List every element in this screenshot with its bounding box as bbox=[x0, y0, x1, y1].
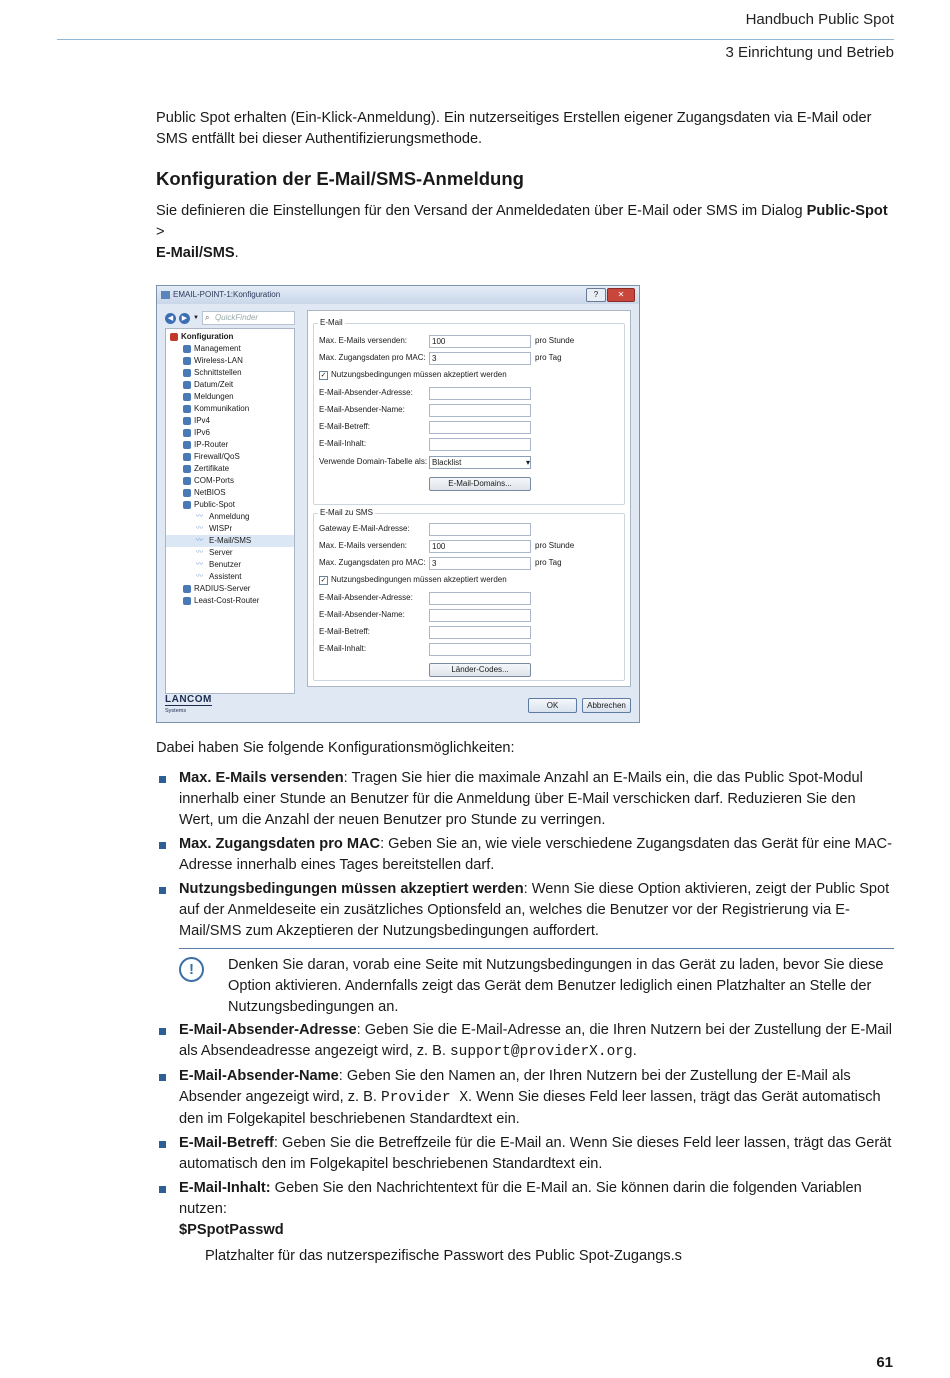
quickfinder-placeholder: QuickFinder bbox=[214, 313, 259, 322]
tree-item-label: Assistent bbox=[209, 572, 242, 581]
config-dialog bbox=[156, 285, 640, 723]
tree-item-label: Least-Cost-Router bbox=[194, 596, 260, 605]
tree-node-icon: 〰 bbox=[196, 561, 203, 568]
tree-item[interactable] bbox=[166, 595, 294, 607]
code-sender-address: support@providerX.org bbox=[449, 1044, 633, 1060]
list-item bbox=[156, 768, 894, 831]
close-icon[interactable]: ✕ bbox=[607, 288, 635, 302]
tree-node-icon bbox=[183, 405, 191, 413]
country-codes-button[interactable]: Länder-Codes... bbox=[429, 663, 531, 677]
tree-item[interactable] bbox=[166, 535, 294, 547]
sms-sender-address-row bbox=[319, 591, 531, 605]
ok-button[interactable]: OK bbox=[528, 698, 577, 713]
section-intro-end: . bbox=[234, 245, 239, 261]
back-arrow-icon[interactable]: ◀ bbox=[165, 313, 176, 324]
tree-item-label: Management bbox=[194, 344, 241, 353]
option-term: Max. Zugangsdaten pro MAC bbox=[179, 836, 381, 852]
tree-node-icon bbox=[183, 345, 191, 353]
options-list bbox=[156, 768, 894, 942]
header-doc-title: Handbuch Public Spot bbox=[745, 11, 894, 28]
domain-table-value: Blacklist bbox=[432, 457, 462, 467]
tree-item-label: Firewall/QoS bbox=[194, 452, 240, 461]
sms-max-mails-unit: pro Stunde bbox=[535, 541, 575, 550]
tree-item[interactable] bbox=[166, 547, 294, 559]
tree-node-icon bbox=[183, 417, 191, 425]
desc-sender-name: : Geben Sie den Namen an, der Ihren Nutzern bei der Zustellung der E-Mail als Absender angezeigt wird, z. B. bbox=[179, 1068, 851, 1105]
option-term: Max. E-Mails versenden bbox=[179, 770, 344, 786]
option-description: : Wenn Sie diese Option aktivieren, zeigt der Public Spot auf der Anmeldeseite ein zusätzliches Optionsfeld an, welches die Benutzer vor der Registrierung via E-Mail/SMS zum Akzeptieren der Nutzungsbedingungen auffordert. bbox=[179, 881, 890, 939]
tree-item[interactable] bbox=[166, 463, 294, 475]
sms-max-mails-row bbox=[319, 539, 574, 553]
tree-item[interactable] bbox=[166, 343, 294, 355]
sms-max-mails-label: Max. E-Mails versenden: bbox=[319, 541, 408, 550]
sms-terms-row bbox=[319, 573, 507, 587]
tree-node-icon bbox=[170, 333, 178, 341]
desc-sender-name-end: . Wenn Sie dieses Feld leer lassen, trägt das Gerät automatisch den im Folgekapitel beschriebenen Standardtext ein. bbox=[179, 1089, 881, 1127]
email-subject-input[interactable] bbox=[429, 421, 531, 434]
menu-path-separator: > bbox=[156, 224, 165, 240]
sms-max-mails-input[interactable]: 100 bbox=[429, 540, 531, 553]
email-subject-row bbox=[319, 420, 531, 434]
tree-item[interactable] bbox=[166, 331, 294, 343]
email-terms-row bbox=[319, 368, 507, 382]
tree-node-icon bbox=[183, 381, 191, 389]
note-box bbox=[179, 948, 894, 1020]
tree-node-icon bbox=[183, 597, 191, 605]
list-item-sender-name bbox=[156, 1066, 894, 1130]
option-description: : Tragen Sie hier die maximale Anzahl an E-Mails ein, die das Public Spot-Modul innerhalb einer Stunde an Benutzer für die Anmeldung über E-Mail verschicken darf. Reduzieren Sie den Wert, um die Anzahl der neuen Benutzer pro Stunde zu verringen. bbox=[179, 770, 863, 828]
sms-max-access-label: Max. Zugangsdaten pro MAC: bbox=[319, 558, 426, 567]
sms-sender-address-input[interactable] bbox=[429, 592, 531, 605]
sms-max-access-input[interactable]: 3 bbox=[429, 557, 531, 570]
desc-sender-address-end: . bbox=[632, 1043, 637, 1059]
section-intro bbox=[156, 201, 894, 264]
tree-item-label: Benutzer bbox=[209, 560, 242, 569]
term-body: E-Mail-Inhalt: bbox=[179, 1180, 271, 1196]
email-max-mails-row bbox=[319, 334, 574, 348]
email-group bbox=[313, 318, 625, 505]
tree-item[interactable] bbox=[166, 403, 294, 415]
email-options-list bbox=[156, 1020, 894, 1267]
page-number: 61 bbox=[876, 1354, 893, 1371]
desc-subject: : Geben Sie die Betreffzeile für die E-Mail an. Wenn Sie dieses Feld leer lassen, trägt das Gerät automatisch den im Folgekapitel beschriebenen Standardtext ein. bbox=[179, 1135, 892, 1172]
sms-gateway-label: Gateway E-Mail-Adresse: bbox=[319, 524, 410, 533]
tree-item-label: Datum/Zeit bbox=[194, 380, 234, 389]
email-sender-address-row bbox=[319, 386, 531, 400]
tree-item-label: IPv6 bbox=[194, 428, 211, 437]
sms-subject-input[interactable] bbox=[429, 626, 531, 639]
sms-body-row bbox=[319, 642, 531, 656]
email-subject-label: E-Mail-Betreff: bbox=[319, 422, 370, 431]
desc-sender-address: : Geben Sie die E-Mail-Adresse an, die Ihren Nutzern bei der Zustellung der E-Mail als Absendeadresse angezeigt wird, z. B. bbox=[179, 1022, 892, 1059]
code-sender-name: Provider X bbox=[381, 1090, 469, 1106]
tree-item[interactable] bbox=[166, 523, 294, 535]
tree-node-icon bbox=[183, 441, 191, 449]
domain-table-select[interactable] bbox=[429, 456, 531, 469]
tree-node-icon: 〰 bbox=[196, 525, 203, 532]
nav-bar bbox=[165, 310, 295, 326]
tree-item-label: RADIUS-Server bbox=[194, 584, 251, 593]
tree-node-icon bbox=[183, 465, 191, 473]
options-intro: Dabei haben Sie folgende Konfigurationsmöglichkeiten: bbox=[156, 740, 515, 756]
tree-node-icon: 〰 bbox=[196, 537, 203, 544]
brand-sub: Systems bbox=[165, 705, 212, 716]
email-max-mails-unit: pro Stunde bbox=[535, 336, 575, 345]
tree-item-label: WISPr bbox=[209, 524, 233, 533]
list-item-sender-address bbox=[156, 1020, 894, 1063]
tree-item-label: IP-Router bbox=[194, 440, 229, 449]
tree-item[interactable] bbox=[166, 451, 294, 463]
email-max-access-input[interactable]: 3 bbox=[429, 352, 531, 365]
tree-item[interactable] bbox=[166, 439, 294, 451]
app-icon bbox=[161, 291, 170, 299]
sms-terms-checkbox[interactable]: ✓ bbox=[320, 576, 327, 584]
tree-item-label: IPv4 bbox=[194, 416, 211, 425]
term-sender-address: E-Mail-Absender-Adresse bbox=[179, 1022, 357, 1038]
tree-item[interactable] bbox=[166, 355, 294, 367]
email-group-title: E-Mail bbox=[320, 318, 343, 327]
tree-node-icon bbox=[183, 393, 191, 401]
tree-item[interactable] bbox=[166, 475, 294, 487]
email-sender-name-input[interactable] bbox=[429, 404, 531, 417]
tree-node-icon bbox=[183, 429, 191, 437]
tree-item-label: Meldungen bbox=[194, 392, 234, 401]
tree-node-icon bbox=[183, 585, 191, 593]
note-text: Denken Sie daran, vorab eine Seite mit Nutzungsbedingungen in das Gerät zu laden, bevor Sie diese Option aktivieren. Andernfalls zeigt das Gerät dem Benutzer lediglich einen Platzhalter an Stelle der Nutzungsbedingungen an. bbox=[228, 957, 884, 1015]
dialog-titlebar bbox=[157, 286, 639, 304]
menu-path-public-spot: Public-Spot bbox=[806, 203, 888, 219]
chevron-down-icon: ▾ bbox=[525, 457, 530, 467]
sms-sender-name-row bbox=[319, 608, 531, 622]
tree-node-icon: 〰 bbox=[196, 573, 203, 580]
sms-sender-name-label: E-Mail-Absender-Name: bbox=[319, 610, 405, 619]
lancom-logo bbox=[165, 695, 212, 716]
tree-node-icon bbox=[183, 489, 191, 497]
tree-item-label: Wireless-LAN bbox=[194, 356, 243, 365]
section-title: Konfiguration der E-Mail/SMS-Anmeldung bbox=[156, 168, 524, 189]
forward-arrow-icon[interactable]: ▶ bbox=[179, 313, 190, 324]
tree-item-label: COM-Ports bbox=[194, 476, 234, 485]
list-item-body bbox=[156, 1178, 894, 1267]
email-max-access-unit: pro Tag bbox=[535, 353, 562, 362]
tree-item[interactable] bbox=[166, 511, 294, 523]
help-icon[interactable]: ? bbox=[586, 288, 606, 302]
email-terms-label: Nutzungsbedingungen müssen akzeptiert werden bbox=[331, 370, 507, 379]
tree-item[interactable] bbox=[166, 559, 294, 571]
email-domain-table-row bbox=[319, 455, 531, 469]
page-content bbox=[156, 108, 894, 1270]
variable-description: Platzhalter für das nutzerspezifische Passwort des Public Spot-Zugangs.s bbox=[205, 1248, 682, 1264]
tree-item-label: Konfiguration bbox=[181, 332, 234, 341]
sms-subject-label: E-Mail-Betreff: bbox=[319, 627, 370, 636]
email-max-mails-input[interactable]: 100 bbox=[429, 335, 531, 348]
tree-node-icon bbox=[183, 477, 191, 485]
list-item bbox=[156, 834, 894, 876]
tree-node-icon: 〰 bbox=[196, 513, 203, 520]
info-icon: ! bbox=[179, 957, 204, 982]
window-buttons bbox=[586, 288, 635, 302]
tree-item-label: Server bbox=[209, 548, 233, 557]
sms-gateway-row bbox=[319, 522, 531, 536]
tree-item-label: Anmeldung bbox=[209, 512, 250, 521]
cancel-button[interactable]: Abbrechen bbox=[582, 698, 631, 713]
tree-item[interactable] bbox=[166, 391, 294, 403]
tree-node-icon bbox=[183, 369, 191, 377]
header-chapter: 3 Einrichtung und Betrieb bbox=[725, 44, 894, 61]
tree-item[interactable] bbox=[166, 487, 294, 499]
search-icon: ⌕ bbox=[204, 313, 210, 322]
email-max-access-label: Max. Zugangsdaten pro MAC: bbox=[319, 353, 426, 362]
email-domain-table-label: Verwende Domain-Tabelle als: bbox=[319, 457, 428, 466]
tree-item[interactable] bbox=[166, 367, 294, 379]
tree-node-icon: 〰 bbox=[196, 549, 203, 556]
tree-item-label: Schnittstellen bbox=[194, 368, 242, 377]
tree-item[interactable] bbox=[166, 583, 294, 595]
sms-sender-address-label: E-Mail-Absender-Adresse: bbox=[319, 593, 413, 602]
email-body-row bbox=[319, 437, 531, 451]
tree-item-label: Kommunikation bbox=[194, 404, 250, 413]
email-sender-name-row bbox=[319, 403, 531, 417]
intro-paragraph: Public Spot erhalten (Ein-Klick-Anmeldung). Ein nutzerseitiges Erstellen eigener Zugangsdaten via E-Mail oder SMS entfällt bei dieser Authentifizierungsmethode. bbox=[156, 110, 872, 147]
header-divider bbox=[57, 39, 894, 40]
dialog-title: EMAIL-POINT-1:Konfiguration bbox=[173, 290, 281, 299]
tree-item[interactable] bbox=[166, 499, 294, 511]
email-sender-name-label: E-Mail-Absender-Name: bbox=[319, 405, 405, 414]
config-tree bbox=[165, 328, 295, 694]
desc-body: Geben Sie den Nachrichtentext für die E-Mail an. Sie können darin die folgenden Variablen nutzen: bbox=[179, 1180, 862, 1217]
term-sender-name: E-Mail-Absender-Name bbox=[179, 1068, 339, 1084]
tree-node-icon bbox=[183, 453, 191, 461]
tree-item[interactable] bbox=[166, 415, 294, 427]
brand-name: LANCOM bbox=[165, 694, 212, 705]
tree-node-icon bbox=[183, 501, 191, 509]
settings-panel bbox=[307, 310, 631, 687]
tree-node-icon bbox=[183, 357, 191, 365]
sms-body-input[interactable] bbox=[429, 643, 531, 656]
tree-item-label: Public-Spot bbox=[194, 500, 235, 509]
sms-terms-label: Nutzungsbedingungen müssen akzeptiert werden bbox=[331, 575, 507, 584]
email-sender-address-input[interactable] bbox=[429, 387, 531, 400]
email-max-mails-label: Max. E-Mails versenden: bbox=[319, 336, 408, 345]
list-item-subject bbox=[156, 1133, 894, 1175]
option-description: : Geben Sie an, wie viele verschiedene Zugangsdaten das Gerät für eine MAC-Adresse innerhalb eines Tages bereitstellen darf. bbox=[179, 836, 892, 873]
email-domains-button[interactable]: E-Mail-Domains... bbox=[429, 477, 531, 491]
quickfinder-input[interactable] bbox=[202, 311, 295, 325]
tree-item[interactable] bbox=[166, 379, 294, 391]
email-terms-checkbox[interactable]: ✓ bbox=[320, 371, 327, 379]
sms-group-title: E-Mail zu SMS bbox=[320, 508, 373, 517]
list-item bbox=[156, 879, 894, 942]
tree-item-label: Zertifikate bbox=[194, 464, 230, 473]
tree-item[interactable] bbox=[166, 427, 294, 439]
sms-max-access-unit: pro Tag bbox=[535, 558, 562, 567]
sms-subject-row bbox=[319, 625, 531, 639]
email-body-input[interactable] bbox=[429, 438, 531, 451]
email-sender-address-label: E-Mail-Absender-Adresse: bbox=[319, 388, 413, 397]
variable-name: $PSpotPasswd bbox=[179, 1222, 284, 1238]
option-term: Nutzungsbedingungen müssen akzeptiert werden bbox=[179, 881, 524, 897]
sms-body-label: E-Mail-Inhalt: bbox=[319, 644, 367, 653]
sms-gateway-input[interactable] bbox=[429, 523, 531, 536]
dropdown-icon[interactable]: ▼ bbox=[193, 315, 199, 321]
menu-path-email-sms: E-Mail/SMS bbox=[156, 245, 235, 261]
tree-item-label: NetBIOS bbox=[194, 488, 226, 497]
sms-group bbox=[313, 508, 625, 681]
term-subject: E-Mail-Betreff bbox=[179, 1135, 274, 1151]
email-max-access-row bbox=[319, 351, 562, 365]
section-intro-text: Sie definieren die Einstellungen für den Versand der Anmeldedaten über E-Mail oder SMS im Dialog bbox=[156, 203, 807, 219]
tree-item[interactable] bbox=[166, 571, 294, 583]
sms-sender-name-input[interactable] bbox=[429, 609, 531, 622]
email-body-label: E-Mail-Inhalt: bbox=[319, 439, 367, 448]
sms-max-access-row bbox=[319, 556, 562, 570]
tree-item-label: E-Mail/SMS bbox=[209, 536, 252, 545]
